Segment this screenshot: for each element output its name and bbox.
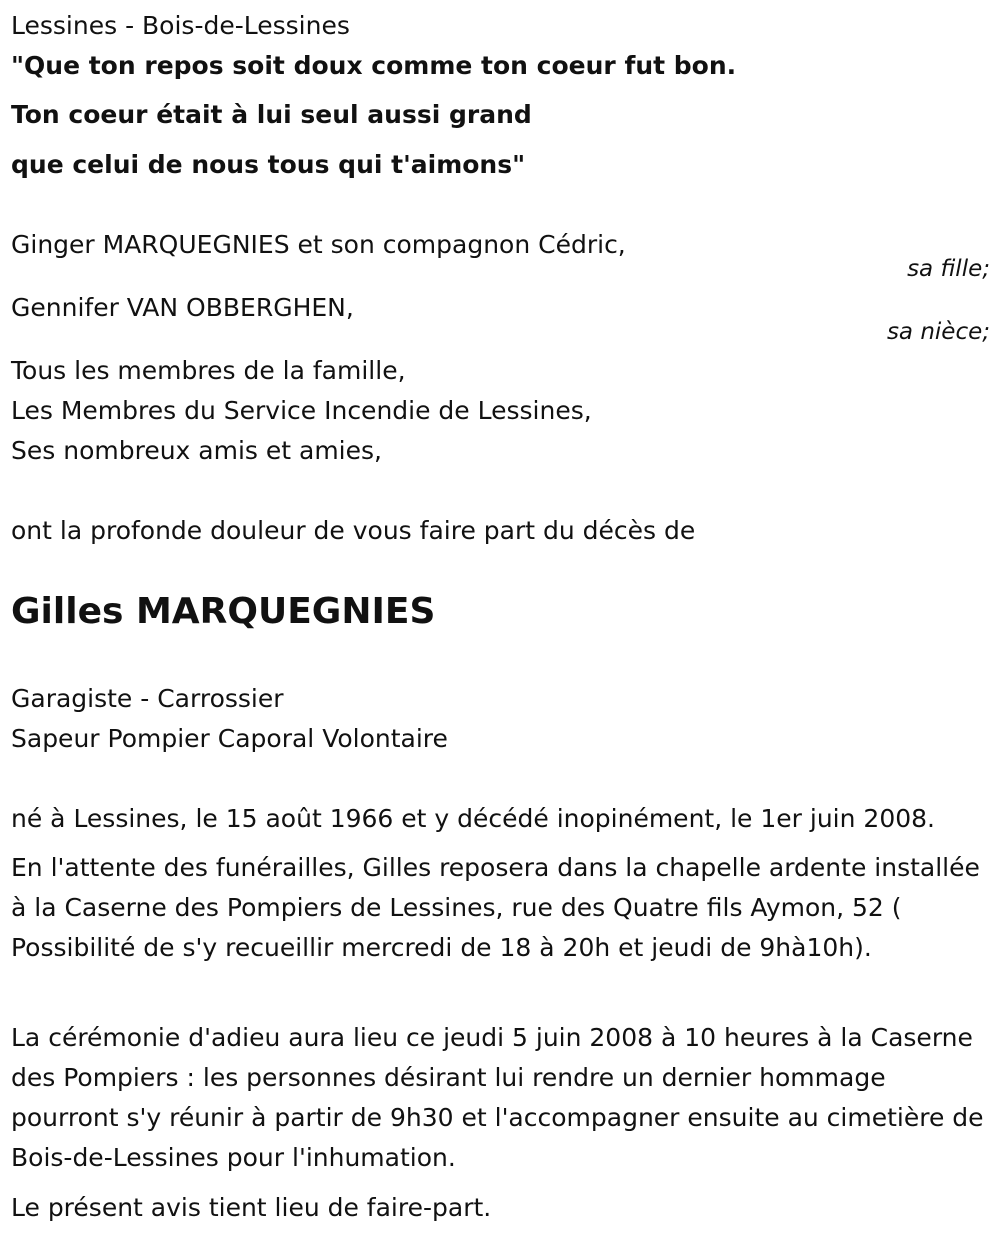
quote-line-1: "Que ton repos soit doux comme ton coeur fut bon. <box>11 51 737 80</box>
quote-line-2: Ton coeur était à lui seul aussi grand <box>11 100 532 129</box>
deceased-name: Gilles MARQUEGNIES <box>11 591 436 632</box>
quote-line-3: que celui de nous tous qui t'aimons" <box>11 150 526 179</box>
mourner-daughter: Ginger MARQUEGNIES et son compagnon Cédric, <box>11 230 626 259</box>
announcement-text: ont la profonde douleur de vous faire part du décès de <box>11 516 696 545</box>
notice-line: Le présent avis tient lieu de faire-part. <box>11 1193 492 1222</box>
mourner-fire-service: Les Membres du Service Incendie de Lessines, <box>11 396 592 425</box>
mourner-niece: Gennifer VAN OBBERGHEN, <box>11 293 354 322</box>
mourner-friends: Ses nombreux amis et amies, <box>11 436 382 465</box>
deceased-title-1: Garagiste - Carrossier <box>11 684 284 713</box>
location-header: Lessines - Bois-de-Lessines <box>11 11 350 40</box>
mourner-family: Tous les membres de la famille, <box>11 356 406 385</box>
relation-daughter: sa fille; <box>907 256 990 282</box>
deceased-title-2: Sapeur Pompier Caporal Volontaire <box>11 724 448 753</box>
ceremony-paragraph: La cérémonie d'adieu aura lieu ce jeudi 5 juin 2008 à 10 heures à la Caserne des Pompiers : les personnes désirant lui rendre un dernier hommage pourront s'y réunir à partir de 9h30 et l'accompagner ensuite au cimetière de Bois-de-Lessines pour l'inhumation. <box>11 1023 984 1172</box>
relation-niece: sa nièce; <box>886 319 990 345</box>
birth-death-line: né à Lessines, le 15 août 1966 et y décédé inopinément, le 1er juin 2008. <box>11 804 935 833</box>
viewing-paragraph: En l'attente des funérailles, Gilles reposera dans la chapelle ardente installée à la Caserne des Pompiers de Lessines, rue des Quatre fils Aymon, 52 ( Possibilité de s'y recueillir mercredi de 18 à 20h et jeudi de 9hà10h). <box>11 853 980 962</box>
